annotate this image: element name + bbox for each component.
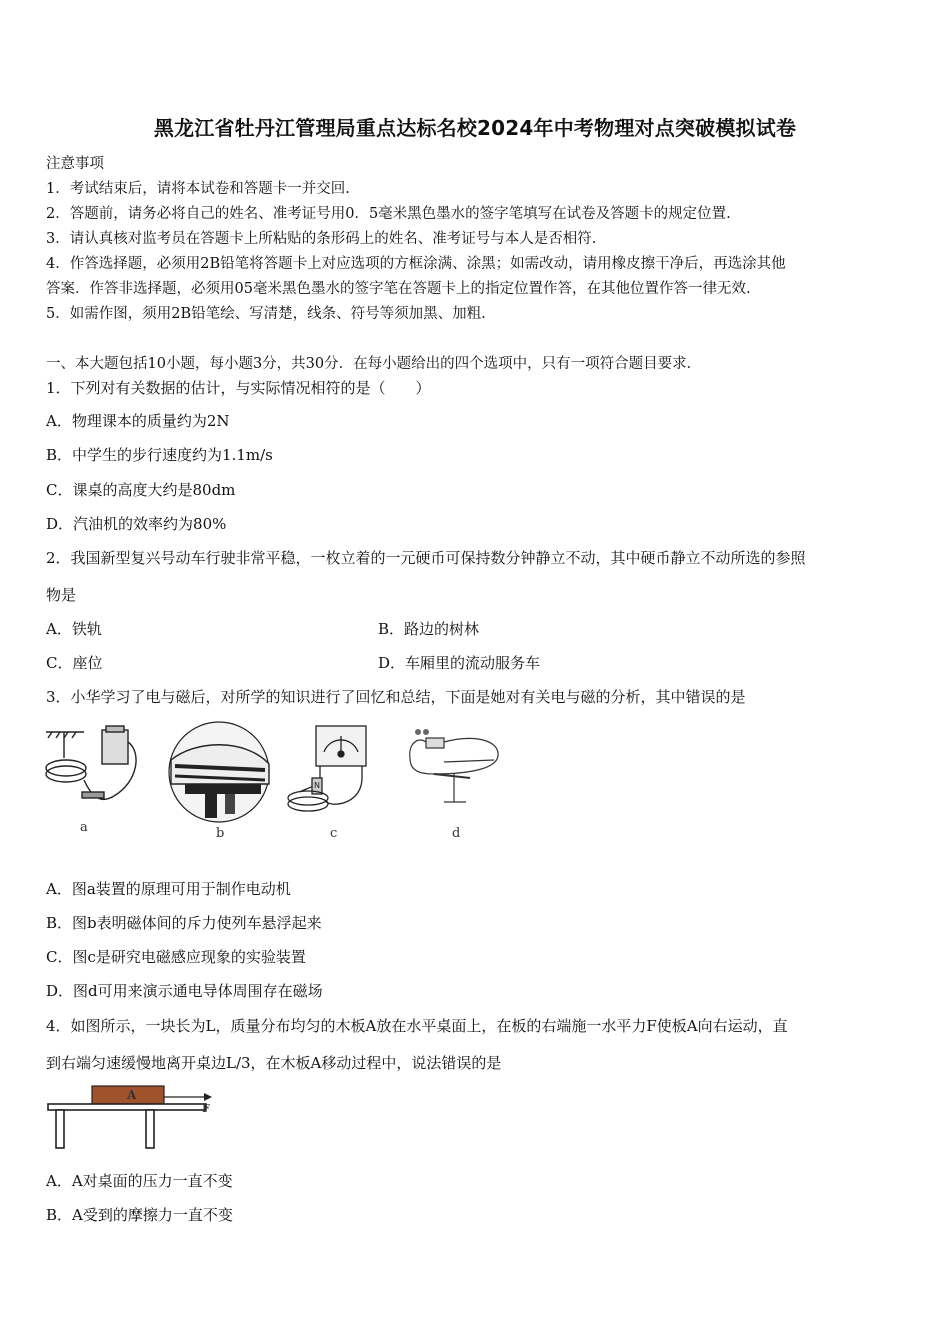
question-1-stem: 1．下列对有关数据的估计，与实际情况相符的是（ ） — [46, 379, 431, 397]
question-4-option-a: A．A对桌面的压力一直不变 — [46, 1172, 233, 1190]
question-3-option-a: A．图a装置的原理可用于制作电动机 — [46, 880, 291, 898]
question-3-option-b: B．图b表明磁体间的斥力使列车悬浮起来 — [46, 914, 322, 932]
question-1-option-b: B．中学生的步行速度约为1.1m/s — [46, 446, 273, 464]
board-label: A — [127, 1088, 137, 1102]
question-3-stem: 3．小华学习了电与磁后，对所学的知识进行了回忆和总结，下面是她对有关电与磁的分析，其中错误的是 — [46, 688, 746, 706]
figure-b-maglev-train — [165, 720, 275, 824]
question-2-stem-cont: 物是 — [46, 586, 77, 604]
notice-item: 1．考试结束后，请将本试卷和答题卡一并交回. — [46, 181, 350, 197]
question-4-option-b: B．A受到的摩擦力一直不变 — [46, 1206, 233, 1224]
question-3-option-d: D．图d可用来演示通电导体周围存在磁场 — [46, 982, 323, 1000]
svg-text:N: N — [314, 781, 320, 790]
notice-item: 5．如需作图，须用2B铅笔绘、写清楚，线条、符号等须加黑、加粗. — [46, 306, 486, 322]
notice-item: 4．作答选择题，必须用2B铅笔将答题卡上对应选项的方框涂满、涂黑；如需改动，请用橡皮擦干净后，再选涂其他 — [46, 256, 786, 272]
figure-a-coil-battery — [44, 722, 144, 818]
notice-heading: 注意事项 — [46, 156, 104, 172]
page-title: 黑龙江省牡丹江管理局重点达标名校2024年中考物理对点突破模拟试卷 — [153, 116, 797, 140]
figure-d-oersted — [404, 724, 504, 816]
question-1-option-c: C．课桌的高度大约是80dm — [46, 481, 236, 499]
question-2-stem: 2．我国新型复兴号动车行驶非常平稳，一枚立着的一元硬币可保持数分钟静立不动，其中硬币静立不动所选的参照 — [46, 549, 806, 567]
figure-c-galvanometer — [286, 722, 372, 818]
question-1-option-d: D．汽油机的效率约为80% — [46, 515, 227, 533]
question-2-option-a: A．铁轨 — [46, 620, 102, 638]
notice-item: 答案．作答非选择题，必须用05毫米黑色墨水的签字笔在答题卡上的指定位置作答，在其他位置作答一律无效. — [46, 281, 751, 297]
section-heading: 一、本大题包括10小题，每小题3分，共30分．在每小题给出的四个选项中，只有一项符合题目要求． — [46, 356, 702, 372]
question-2-option-c: C．座位 — [46, 654, 103, 672]
figure-label-c: c — [330, 826, 338, 841]
figure-label-d: d — [452, 826, 461, 841]
question-1-option-a: A．物理课本的质量约为2N — [46, 412, 230, 430]
question-4-stem-cont: 到右端匀速缓慢地离开桌边L/3，在木板A移动过程中，说法错误的是 — [46, 1054, 502, 1072]
question-4-stem: 4．如图所示，一块长为L，质量分布均匀的木板A放在水平桌面上，在板的右端施一水平力F使板A向右运动，直 — [46, 1017, 788, 1035]
notice-item: 3．请认真核对监考员在答题卡上所粘贴的条形码上的姓名、准考证号与本人是否相符. — [46, 231, 597, 247]
question-2-option-d: D．车厢里的流动服务车 — [378, 654, 541, 672]
force-label: F — [202, 1102, 210, 1115]
notice-item: 2．答题前，请务必将自己的姓名、准考证号用0．5毫米黑色墨水的签字笔填写在试卷及答题卡的规定位置. — [46, 206, 731, 222]
figure-label-a: a — [80, 820, 88, 835]
question-3-option-c: C．图c是研究电磁感应现象的实验装置 — [46, 948, 306, 966]
figure-label-b: b — [216, 826, 225, 841]
question-2-option-b: B．路边的树林 — [378, 620, 480, 638]
